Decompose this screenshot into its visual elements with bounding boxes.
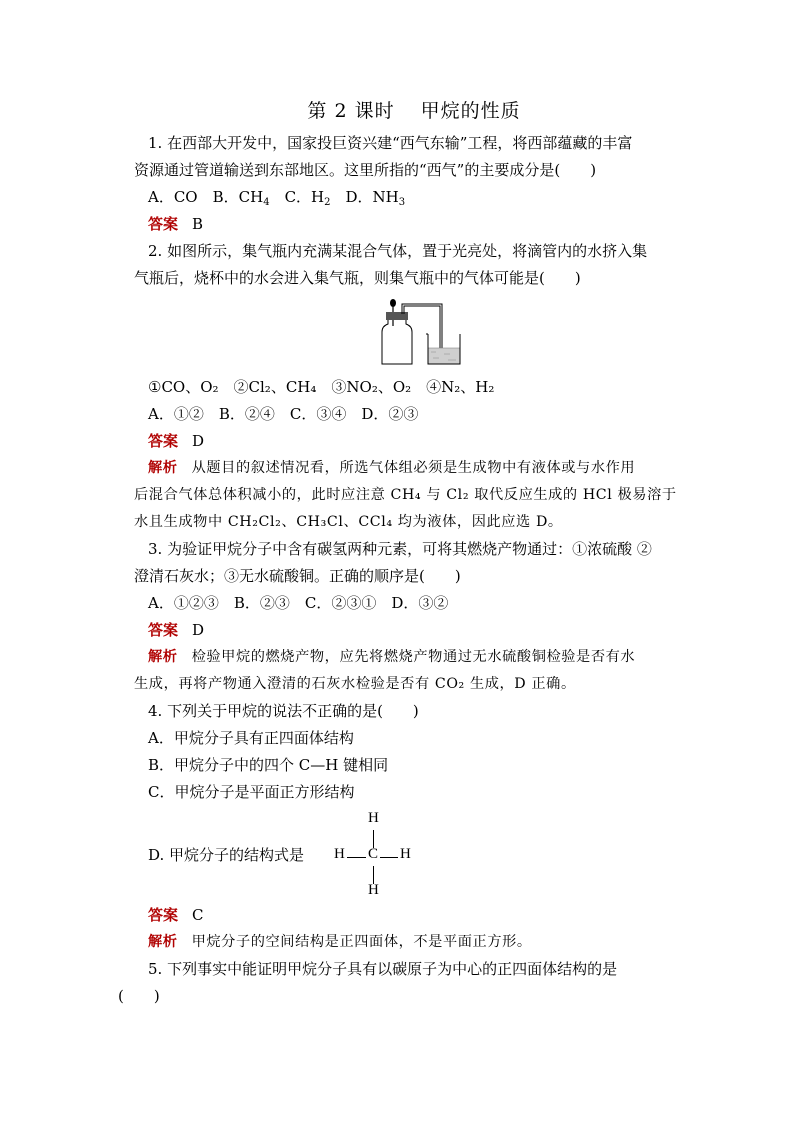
- question-4-option-d: [148, 810, 680, 902]
- answer-label: 答案: [148, 906, 179, 924]
- worksheet-page: [118, 96, 680, 1010]
- gas-bottle-beaker-figure: [376, 298, 466, 368]
- answer-label: 答案: [148, 432, 179, 450]
- question-3-answer: [148, 617, 680, 644]
- question-4-option-c: C．甲烷分子是平面正方形结构: [148, 783, 355, 801]
- question-2-choices: ①CO、O₂ ②Cl₂、CH₄ ③NO₂、O₂ ④N₂、H₂: [148, 378, 495, 396]
- question-2-analysis-2: 后混合气体总体积减小的，此时应注意 CH₄ 与 Cl₂ 取代反应生成的 HCl 极易溶于: [134, 487, 677, 503]
- question-1-answer: [148, 211, 680, 238]
- answer-label: 答案: [148, 215, 179, 233]
- answer-label: 答案: [148, 621, 179, 639]
- question-4-analysis-1: 解析 甲烷分子的空间结构是正四面体，不是平面正方形。: [148, 934, 532, 950]
- question-4-answer: [148, 902, 680, 929]
- question-5-line-2: ( ): [118, 987, 160, 1005]
- analysis-label: 解析: [148, 649, 178, 665]
- question-5-line-1: 5. 下列事实中能证明甲烷分子具有以碳原子为中心的正四面体结构的是: [148, 960, 618, 978]
- question-3-analysis-1: 解析 检验甲烷的燃烧产物，应先将燃烧产物通过无水硫酸铜检验是否有水: [148, 649, 636, 665]
- question-1-line-2: 资源通过管道输送到东部地区。这里所指的“西气”的主要成分是( ): [134, 161, 597, 179]
- analysis-label: 解析: [148, 460, 178, 476]
- page-title: [148, 96, 680, 126]
- question-3: [134, 536, 680, 698]
- answer-value: D: [192, 621, 205, 639]
- lesson-number: 第 2 课时: [307, 100, 395, 122]
- analysis-label: 解析: [148, 934, 178, 950]
- question-2: [134, 238, 680, 536]
- question-4-option-a: A．甲烷分子具有正四面体结构: [148, 729, 354, 747]
- question-1: [134, 130, 680, 238]
- answer-value: C: [192, 906, 204, 924]
- question-1-line-1: 1. 在西部大开发中，国家投巨资兴建“西气东输”工程，将西部蕴藏的丰富: [148, 134, 633, 152]
- question-3-line-2: 澄清石灰水；③无水硫酸铜。正确的顺序是( ): [134, 567, 461, 585]
- question-4: [148, 698, 680, 956]
- question-2-line-2: 气瓶后，烧杯中的水会进入集气瓶，则集气瓶中的气体可能是( ): [134, 269, 581, 287]
- question-4-stem: 4. 下列关于甲烷的说法不正确的是( ): [148, 702, 419, 720]
- question-3-analysis-2: 生成，再将产物通入澄清的石灰水检验是否有 CO₂ 生成，D 正确。: [134, 676, 576, 692]
- question-5: [118, 956, 680, 1010]
- answer-value: B: [192, 215, 204, 233]
- question-2-options: A．①② B．②④ C．③④ D．②③: [148, 405, 419, 423]
- question-3-line-1: 3. 为验证甲烷分子中含有碳氢两种元素，可将其燃烧产物通过：①浓硫酸 ②: [148, 540, 652, 558]
- question-1-options: A．CO B．$CH_4$ C．$H_2$ D．$NH_3$: [148, 188, 406, 208]
- option-d-label: D. 甲烷分子的结构式是: [148, 846, 305, 864]
- question-4-option-b: B．甲烷分子中的四个 C—H 键相同: [148, 756, 389, 774]
- question-2-answer: [148, 428, 680, 455]
- methane-structural-formula: H H C H H: [334, 810, 411, 898]
- question-2-line-1: 2. 如图所示，集气瓶内充满某混合气体，置于光亮处，将滴管内的水挤入集: [148, 242, 648, 260]
- lesson-topic: 甲烷的性质: [420, 100, 521, 122]
- question-3-options: A．①②③ B．②③ C．②③① D．③②: [148, 594, 449, 612]
- answer-value: D: [192, 432, 205, 450]
- question-2-analysis-1: 解析 从题目的叙述情况看，所选气体组必须是生成物中有液体或与水作用: [148, 460, 636, 476]
- question-2-analysis-3: 水且生成物中 CH₂Cl₂、CH₃Cl、CCl₄ 均为液体，因此应选 D。: [134, 514, 563, 530]
